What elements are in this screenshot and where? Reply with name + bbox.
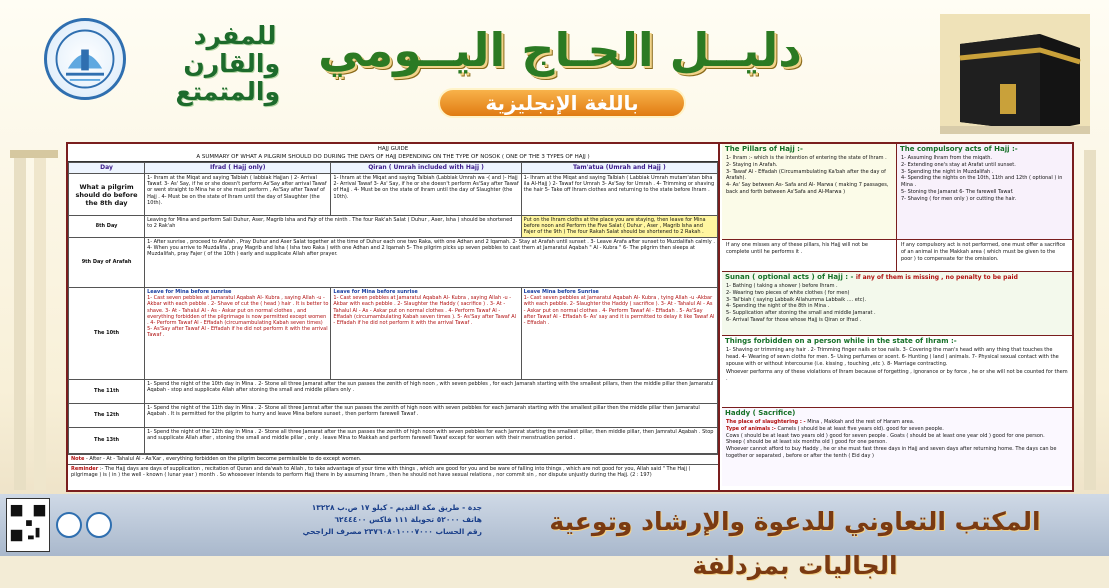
cell-before8-ifrad: 1- Ihram at the Miqat and saying Talbiah ( labbiak Hajjan ) 2- Arrival Tawaf. 3- As' Say, if he or she doesn't perform As'Say after arrival Tawaf or went straight to Mina he or she must perform , As'Say after Tawaf of Hajj . 4- Must be on the state of Ihram until the day of Slaughter (the 10th). xyxy=(145,174,331,216)
qr-code-illustration xyxy=(6,498,50,552)
haddy-warning: Whoever cannot afford to buy Haddy , he or she must fast three days in Hajj and seven days after returning home. The days can be together or separated , before or after the tenth ( Eid day ) xyxy=(726,446,1057,459)
mosque-pillars-left-illustration xyxy=(10,150,58,490)
compulsory-warning: If any compulsory act is not performed, one must offer a sacrifice of an animal in the Makkah area ( which must be given to the poor ) to compensate for the omission. xyxy=(901,242,1066,262)
row-label-13th-day: The 13th xyxy=(69,428,145,454)
table-row-before-8th xyxy=(69,174,718,216)
note-text: After - At - Tahalul Al - As'Kar , everything forbidden on the pilgrim become permissible to do except women. xyxy=(89,456,362,462)
cell-10th-tamatua-heading: Leave Mina before Sunrise xyxy=(523,289,599,295)
footer-office-name: المكتب التعاوني للدعوة والإرشاد وتوعية الجاليات بمزدلفة xyxy=(549,507,1041,580)
compulsory-item: 7- Shaving ( for men only ) or cutting the hair. xyxy=(901,195,1017,202)
partner-logos xyxy=(56,506,140,546)
partner-logo-icon xyxy=(86,512,112,538)
row-label-11th-day: The 11th xyxy=(69,380,145,404)
guide-heading-summary: A SUMMARY OF WHAT A PILGRIM SHOULD DO DURING THE DAYS OF HAJJ DEPENDING ON THE TYPE OF NOSOK ( ONE OF THE 3 TYPES OF HAJJ ) xyxy=(196,154,590,160)
column-header-ifrad: Ifrad ( Hajj only) xyxy=(145,163,331,174)
hajj-guide-table-panel xyxy=(68,144,720,490)
cell-10th-qiran xyxy=(331,288,521,380)
footer-contact-info xyxy=(152,502,482,538)
column-header-tamatua: Tam'atua (Umrah and Hajj ) xyxy=(521,163,717,174)
compulsory-item: 5- Stoning the Jamarat 6- The farewell Tawaf. xyxy=(901,188,1014,195)
guide-heading-title: HAJJ GUIDE xyxy=(377,146,409,152)
column-header-qiran: Qiran ( Umrah included with Hajj ) xyxy=(331,163,521,174)
sunnah-title: Sunan ( optional acts ) of Hajj : - xyxy=(725,273,854,281)
sunnah-heading xyxy=(722,272,1072,283)
page-title: دليــل الحـاج اليــومي xyxy=(318,23,802,77)
compulsory-item: 1- Assuming Ihram from the miqath. xyxy=(901,155,993,161)
haddy-section xyxy=(722,408,1072,486)
cell-10th-tamatua-text: 1- Cast seven pebbles at Jamaratul Aqabah Al- Kubra , tying Allah -u -Akbar with each pebble. 2- Slaughter the Haddy ( sacrifice ). 3- At - Tahalul Al - As - Askar put on normal clothes . 4- Perform Tawaf Al - Effadah . 5- As'Say after Tawaf Al - Effadah 6- As' say and it is permitted to delay it like Tawaf Al - Effadah . xyxy=(523,295,715,327)
forbidden-section xyxy=(722,336,1072,408)
compulsory-title: The compulsory acts of Hajj :- xyxy=(900,145,1018,153)
haddy-place-label: The place of slaughtering : - xyxy=(726,419,806,425)
hajj-guide-table xyxy=(68,162,718,454)
sunnah-item: 1- Bathing ( taking a shower ) before Ihram . xyxy=(726,283,838,289)
subtitle-types-of-hajj: للمفرد والقارن والمتمتع xyxy=(175,21,280,106)
cell-10th-tamatua xyxy=(521,288,717,380)
forbidden-warning: Whoever performs any of these violations of Ihram because of forgetting , ignorance or by force , he or she will not be counted for them . xyxy=(726,369,1068,383)
forbidden-items: 1- Shaving or trimming any hair . 2- Trimming finger nails or toe nails. 3- Covering the man's head with any thing that touches the head. 4- Wearing of sewn cloths for men. 5- Using perfumes or scent. 6- Hunting ( land ) animals. 7- Physical sexual contact with the spouse with or without intercourse (i.e. kissing , touching ,etc ). 8- Marriage contracting. xyxy=(726,347,1059,367)
sunnah-item: 6- Arrival Tawaf for those whose Hajj is Qiran or Ifrad . xyxy=(726,316,862,323)
table-header-row xyxy=(69,163,718,174)
cell-13th-day-all: 1- Spend the night of the 12th day in Mina . 2- Stone all three Jamarat after the sun passes the zenith of high noon with seven pebbles for each Jamrat starting the smallest pillar, then middle pillar, then Jamratul Aqabah . Stop and supplicate Allah after , stoning the small and middle pillar , only . leave Mina to Makkah and perform farewell Tawaf except for women with their menstruation period . xyxy=(145,428,718,454)
language-banner: باللغة الإنجليزية xyxy=(438,88,686,118)
row-label-12th-day: The 12th xyxy=(69,404,145,428)
note-line: Note - After - At - Tahalul Al - As'Kar , everything forbidden on the pilgrim become permissible to do except women. xyxy=(68,454,718,464)
pillars-item: 1- Ihram :- which is the intention of entering the state of Ihram . xyxy=(726,155,887,161)
reminder-label: Reminder xyxy=(71,465,99,472)
compulsory-item: 3- Spending the night in Muzdalifah . xyxy=(901,168,994,175)
cell-9th-day-all: 1- After sunrise , proceed to Arafah , Pray Duhur and Aser Salat together at the time of Duhur each one two Raka, with one Adhan and 2 Iqamah. 2- Stay at Arafah until sunset . 3- Leave Arafa after sunset to Muzdalifah calmly . 4- When you arrive to Muzdalifa , pray Magrib and Isha ( Isha two Raka ) with one Adhan and 2 Iqamah 5- The pilgrim picks up seven pebbles to cast them at Jamaratul Aqabah " Al - Kubra " 6- The pilgrim then sleeps at Muzdalifah, pray Fajer ( of the 10th ) early and supplicate Allah after prayer. xyxy=(145,238,718,288)
table-row-12th-day xyxy=(69,404,718,428)
sunnah-note: if any of them is missing , no penalty to be paid xyxy=(855,274,1018,281)
partner-logo-icon xyxy=(56,512,82,538)
cell-11th-day-all: 1- Spend the night of the 10th day in Mina . 2- Stone all three Jamarat after the sun passes the zenith of high noon , with seven pebbles , for each Jamarah starting with the smallest pillars, then the middle pillar then Jamaratul Aqabah - stop and supplicate Allah after stoning the small and middle pillars only . xyxy=(145,380,718,404)
sunnah-item: 3- Tal'biah ( saying Labbaik Allahumma Labbaik .... etc). xyxy=(726,296,867,303)
row-label-before-8th: What a pilgrim should do before the 8th day xyxy=(69,174,145,216)
table-row-13th-day xyxy=(69,428,718,454)
table-row-11th-day xyxy=(69,380,718,404)
haddy-type-label: Type of animals :- xyxy=(726,425,776,432)
kaaba-illustration xyxy=(940,14,1090,134)
haddy-type xyxy=(722,426,1072,433)
haddy-type-value: Camels ( should be at least five years old). good for seven people. xyxy=(777,425,944,432)
sunnah-item: 4- Spending the night of the 8th in Mina . xyxy=(726,303,830,310)
compulsory-item: 4- Spending the nights on the 10th, 11th and 12th ( optional ) in Mina . xyxy=(901,175,1063,189)
cell-before8-qiran: 1- Ihram at the Miqat and saying Talbiah (Labbiak Umrah wa -( and )- Hajj 2- Arrival Tawaf 3- As' Say, if he or she doesn't perform As'Say after Tawaf of Hajj . 4- Must be on the state of Ihram until the day of Slaughter (the 10th). xyxy=(331,174,521,216)
ministry-logo xyxy=(44,18,126,100)
forbidden-title: Things forbidden on a person while in the state of Ihram :- xyxy=(725,337,957,345)
cell-before8-tamatua: 1- Ihram at the Miqat and saying Talbiah ( Labbiak Umrah mutam'atan biha ila Al-Hajj ) 2- Tawaf for Umrah 3- As'Say for Umrah . 4- Trimming or shaving the hair 5- Take off Ihram clothes and returning to the state before Ihram . xyxy=(521,174,717,216)
row-label-10th-day: The 10th xyxy=(69,288,145,380)
pillars-warning: If any one misses any of these pillars, his Hajj will not be complete until he performs it . xyxy=(722,240,897,271)
table-row-9th-day xyxy=(69,238,718,288)
pillars-of-hajj xyxy=(722,144,897,239)
table-row-8th-day xyxy=(69,216,718,238)
haddy-sheep: Sheep ( should be at least six months old ) good for one person. xyxy=(726,439,887,446)
mosque-pillars-right-illustration xyxy=(1080,150,1106,490)
contact-line-account: رقم الحساب ٢٣٧٦٠٨٠١٠٠٠٧٠٠٠ مصرف الراجحي xyxy=(302,527,482,536)
cell-8th-day-ifrad-qiran: Leaving for Mina and perform Sali Duhur, Aser, Magrib Isha and Fajr of the ninth . The four Rak'ah Salat ( Duhur , Aser, Isha ) should be shortened to 2 Rak'ah xyxy=(145,216,522,238)
sunnah-item: 5- Supplication after stoning the small and middle Jamarat . xyxy=(726,310,876,317)
haddy-place xyxy=(722,419,1072,426)
cell-8th-day-tamatua: Put on the Ihram cloths at the place you are staying, then leave for Mina before noon and Perform the Five Salat ( Duhur , Aser , Magrib Isha and Fajer of the 9th ) The four Rakah Salat should be shortened to 2 Rakah . xyxy=(521,216,717,238)
contact-line-phone: هاتف ٥٢٠٠٠ تحويلة ١١١ فاكس ٦٢٤٤٤٠٠ xyxy=(334,515,482,524)
cell-10th-ifrad-heading: Leave for Mina before sunrise xyxy=(147,289,232,295)
pillars-item: 4- As' Say between As- Safa and Al- Marwa ( making 7 passages, back and forth between As'Safa and Al-Marwa ) xyxy=(726,182,889,195)
warnings-row xyxy=(722,240,1072,272)
row-label-8th-day: 8th Day xyxy=(69,216,145,238)
guide-heading xyxy=(68,144,718,162)
cell-10th-ifrad-text: 1- Cast seven pebbles at Jamaratul Aqabah Al- Kubra , saying Allah -u -Akbar with each pebble . 2- Shave of cut the ( head ) hair . It is better to shave. 3- At - Tahalul Al - As - Askar put on normal clothes , and everything forbidden of the pilgrimage is now permitted except women . 4- Perform Tawaf Al - Effadah (circumambulating Kabah seven times) 5- As'Say after Tawaf Al - Effadah if he did not perform it with the arrival Tawaf . xyxy=(147,295,329,339)
pillars-and-compulsory-section xyxy=(722,144,1072,240)
compulsory-item: 2- Extending one's stay at Arafat until sunset. xyxy=(901,161,1016,168)
haddy-place-value: Mina , Makkah and the rest of Haram area. xyxy=(807,419,915,425)
cell-10th-qiran-text: 1- Cast seven pebbles at Jamaratul Aqabah Al- Kubra , saying Allah -u -Akbar with each pebble . 2- Slaughter the Haddy ( sacrifice ) . 3- At - Tahalul Al - As - Askar put on normal clothes . 4- Perform Tawaf Al - Effadah (circumambulating Kabah seven times ). 5- As'Say after Tawaf Al - Effadah if he did not perform it with the arrival Tawaf . xyxy=(333,295,517,327)
haddy-cows: Cows ( should be at least two years old ) good for seven people . Goats ( should be at least one year old ) good for one person. xyxy=(726,432,1045,439)
reminder-text: The Hajj days are days of supplication , recitation of Quran and da'wah to Allah , to take advantage of your time with things , which are good for you and be ware of falling into things , which are not good for you, Allah said " The Hajj ( pilgrimage ) is ( in ) the well - known ( lunar year ) month . So whosoever intends to perform Hajj there in by assuming Ihram , then he should not have sexual relations , nor commit sin , nor dispute unjustly during the Hajj. (2 : 197) xyxy=(71,465,691,478)
cell-12th-day-all: 1- Spend the night of the 11th day in Mina . 2- Stone all three Jamrat after the sun passes the zenith of high noon with seven pebbles for each Jamarah starting with the smallest pillar then the middle pillar then Jamaratul Aqabah . It is permitted for the pilgrim to hurry and leave Mina before sunset , then perform farewell Tawaf . xyxy=(145,404,718,428)
row-label-9th-day: 9th Day of Arafah xyxy=(69,238,145,288)
column-header-day: Day xyxy=(69,163,145,174)
compulsory-acts xyxy=(897,144,1072,239)
haddy-title: Haddy ( Sacrifice) xyxy=(725,409,796,417)
contact-line-address: جدة - طريق مكة القديم - كيلو ١٧ ص.ب ١٣٢٢٨ xyxy=(311,503,482,512)
hajj-guide-board xyxy=(66,142,1074,492)
table-row-10th-day xyxy=(69,288,718,380)
pillars-item: 3- Tawaf Al - Effadah (Circumambulating Ka'bah after the day of Arafah). xyxy=(726,168,886,182)
cell-10th-qiran-heading: Leave for Mina before sunrise xyxy=(333,289,418,295)
reminder-block: Reminder :- The Hajj days are days of supplication , recitation of Quran and da'wah to Allah , to take advantage of your time with things , which are good for you and be ware of falling into things , which are not good for you, Allah said " The Hajj ( pilgrimage ) is ( in ) the well - known ( lunar year ) month . So whosoever intends to perform Hajj there in by assuming Ihram , then he should not have sexual relations , nor commit sin , nor dispute unjustly during the Hajj. (2 : 197) xyxy=(68,464,718,480)
pillars-item: 2- Staying in Arafah. xyxy=(726,161,778,168)
cell-10th-ifrad xyxy=(145,288,331,380)
hajj-rules-panel xyxy=(722,144,1072,490)
sunnah-section xyxy=(722,272,1072,336)
pillars-title: The Pillars of Hajj :- xyxy=(725,145,803,153)
sunnah-item: 2- Wearing two pieces of white clothes ( for men) xyxy=(726,289,850,296)
note-label: Note xyxy=(71,456,85,462)
